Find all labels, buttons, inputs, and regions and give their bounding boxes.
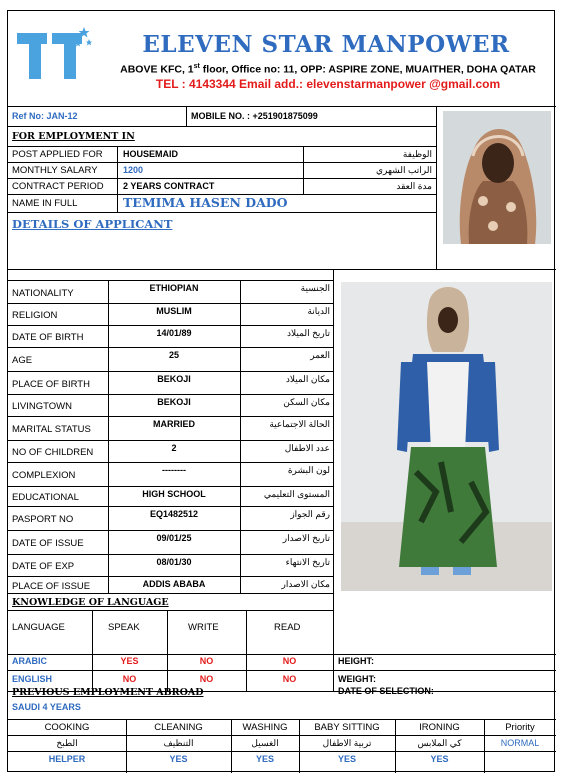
detail-value: BEKOJI bbox=[157, 397, 191, 407]
detail-label: NO OF CHILDREN bbox=[12, 447, 94, 458]
detail-label: PLACE OF BIRTH bbox=[12, 378, 90, 390]
arabic-write: NO bbox=[199, 656, 214, 666]
full-name-value: TEMIMA HASEN DADO bbox=[123, 195, 288, 210]
skill-arabic: كي الملابس bbox=[417, 738, 462, 748]
divider bbox=[8, 347, 333, 348]
mobile-no: MOBILE NO. : +251901875099 bbox=[191, 111, 318, 121]
divider bbox=[8, 303, 333, 304]
detail-value: EQ1482512 bbox=[149, 509, 199, 519]
divider bbox=[8, 506, 333, 507]
write-header: WRITE bbox=[188, 622, 219, 633]
english-read: NO bbox=[282, 674, 297, 684]
detail-value: ADDIS ABABA bbox=[142, 579, 206, 589]
date-of-selection-label: DATE OF SELECTION: bbox=[338, 686, 434, 696]
detail-label: PASPORT NO bbox=[12, 514, 74, 525]
divider bbox=[8, 530, 333, 531]
monthly-salary-arabic: الراتب الشهري bbox=[376, 165, 432, 175]
detail-arabic: لون البشرة bbox=[287, 465, 330, 475]
detail-arabic: عدد الاطفال bbox=[284, 443, 330, 453]
divider bbox=[8, 269, 556, 270]
application-sheet bbox=[7, 10, 555, 772]
divider bbox=[8, 735, 556, 736]
detail-value: -------- bbox=[162, 465, 186, 475]
divider bbox=[8, 416, 333, 417]
post-applied-value: HOUSEMAID bbox=[123, 149, 179, 159]
detail-arabic: تاريخ الاصدار bbox=[282, 533, 330, 543]
divider bbox=[8, 654, 556, 655]
language-header: LANGUAGE bbox=[12, 622, 65, 633]
detail-arabic: الديانة bbox=[307, 306, 330, 316]
post-applied-label: POST APPLIED FOR bbox=[12, 149, 103, 160]
address-superscript: st bbox=[193, 63, 200, 70]
company-address bbox=[108, 63, 548, 75]
divider bbox=[186, 106, 187, 126]
detail-value: BEKOJI bbox=[157, 374, 191, 384]
skill-header: COOKING bbox=[44, 722, 90, 733]
divider bbox=[8, 554, 333, 555]
skill-value: YES bbox=[255, 754, 274, 764]
detail-label: EDUCATIONAL bbox=[12, 492, 79, 503]
divider bbox=[8, 106, 556, 107]
detail-label: DATE OF EXP bbox=[12, 561, 75, 572]
detail-label: NATIONALITY bbox=[12, 287, 74, 299]
divider bbox=[8, 576, 333, 577]
employment-section-title: FOR EMPLOYMENT IN bbox=[12, 131, 135, 142]
detail-label: AGE bbox=[12, 355, 33, 366]
ref-no: Ref No: JAN-12 bbox=[12, 111, 78, 121]
company-contact: TEL : 4143344 Email add.: elevenstarmanpower @gmail.com bbox=[155, 77, 501, 91]
arabic-read: NO bbox=[282, 656, 297, 666]
skill-value: YES bbox=[430, 754, 449, 764]
detail-arabic: مكان السكن bbox=[283, 397, 330, 407]
detail-value: HIGH SCHOOL bbox=[142, 489, 206, 499]
skill-arabic: التنظيف bbox=[163, 738, 194, 748]
contract-period-arabic: مدة العقد bbox=[396, 181, 432, 191]
detail-value: 09/01/25 bbox=[156, 533, 192, 543]
skill-header: WASHING bbox=[242, 722, 288, 733]
divider bbox=[436, 106, 437, 269]
company-name: ELEVEN STAR MANPOWER bbox=[142, 31, 510, 58]
english-speak: NO bbox=[122, 674, 137, 684]
previous-employment-value: SAUDI 4 YEARS bbox=[12, 702, 81, 712]
address-part-2: floor, Office no: 11, OPP: ASPIRE ZONE, MUAITHER, DOHA QATAR bbox=[199, 63, 536, 76]
contract-period-value: 2 YEARS CONTRACT bbox=[123, 181, 215, 191]
detail-value: MUSLIM bbox=[156, 306, 192, 316]
detail-label: DATE OF BIRTH bbox=[12, 332, 84, 343]
headshot-photo bbox=[443, 111, 551, 244]
divider bbox=[8, 325, 333, 326]
speak-header: SPEAK bbox=[108, 622, 140, 633]
divider bbox=[8, 280, 333, 281]
detail-value: 25 bbox=[168, 350, 179, 360]
detail-value: 14/01/89 bbox=[156, 328, 192, 338]
detail-arabic: رقم الجواز bbox=[290, 509, 330, 519]
detail-label: DATE OF ISSUE bbox=[12, 538, 84, 549]
detail-arabic: الحالة الاجتماعية bbox=[269, 419, 330, 429]
skill-arabic: تربية الاطفال bbox=[322, 738, 372, 748]
contract-period-label: CONTRACT PERIOD bbox=[12, 181, 104, 192]
divider bbox=[8, 394, 333, 395]
monthly-salary-label: MONTHLY SALARY bbox=[12, 165, 98, 176]
skill-arabic: الغسيل bbox=[251, 738, 279, 748]
detail-label: RELIGION bbox=[12, 310, 58, 321]
divider bbox=[8, 719, 556, 720]
detail-label: PLACE OF ISSUE bbox=[12, 580, 91, 592]
skill-arabic: الطبخ bbox=[56, 738, 78, 748]
details-title: DETAILS OF APPLICANT bbox=[12, 217, 173, 231]
address-part-1: ABOVE KFC, 1 bbox=[120, 63, 194, 76]
detail-arabic: مكان الاصدار bbox=[281, 579, 330, 589]
divider bbox=[8, 486, 333, 487]
priority-value: NORMAL bbox=[500, 738, 540, 748]
divider bbox=[8, 371, 333, 372]
divider bbox=[8, 440, 333, 441]
detail-value: 2 bbox=[171, 443, 177, 453]
read-header: READ bbox=[274, 622, 301, 633]
skill-header: Priority bbox=[505, 722, 535, 733]
skill-value: YES bbox=[337, 754, 356, 764]
detail-arabic: العمر bbox=[310, 350, 330, 360]
company-logo bbox=[14, 25, 92, 83]
previous-employment-title: PREVIOUS EMPLOYMENT ABROAD bbox=[12, 687, 204, 698]
weight-label: WEIGHT: bbox=[338, 674, 376, 684]
monthly-salary-value: 1200 bbox=[123, 165, 144, 175]
skill-header: IRONING bbox=[419, 722, 460, 733]
divider bbox=[117, 146, 118, 212]
language-arabic: ARABIC bbox=[12, 656, 47, 666]
detail-arabic: المستوى التعليمي bbox=[263, 489, 330, 499]
divider bbox=[8, 462, 333, 463]
language-english: ENGLISH bbox=[12, 674, 53, 684]
divider bbox=[303, 146, 304, 194]
post-applied-arabic: الوظيفة bbox=[402, 149, 432, 159]
language-section-title: KNOWLEDGE OF LANGUAGE bbox=[12, 597, 169, 608]
divider bbox=[8, 178, 436, 179]
detail-value: 08/01/30 bbox=[156, 557, 192, 567]
detail-value: ETHIOPIAN bbox=[149, 283, 199, 293]
detail-label: LIVINGTOWN bbox=[12, 401, 72, 412]
skill-value: YES bbox=[169, 754, 188, 764]
divider bbox=[240, 280, 241, 593]
divider bbox=[8, 126, 436, 127]
detail-label: COMPLEXION bbox=[12, 470, 76, 481]
detail-arabic: تاريخ الانتهاء bbox=[285, 557, 330, 567]
skill-header: CLEANING bbox=[154, 722, 203, 733]
divider bbox=[8, 162, 436, 163]
divider bbox=[8, 593, 333, 594]
detail-arabic: مكان الميلاد bbox=[285, 374, 330, 384]
divider bbox=[8, 610, 333, 611]
detail-arabic: الجنسية bbox=[300, 283, 330, 293]
detail-arabic: تاريخ الميلاد bbox=[287, 328, 330, 338]
detail-label: MARITAL STATUS bbox=[12, 424, 91, 435]
divider bbox=[333, 269, 334, 691]
divider bbox=[8, 670, 556, 671]
full-name-label: NAME IN FULL bbox=[12, 198, 78, 209]
divider bbox=[8, 146, 436, 147]
full-body-photo bbox=[341, 282, 552, 591]
height-label: HEIGHT: bbox=[338, 656, 374, 666]
skill-header: BABY SITTING bbox=[314, 722, 380, 733]
divider bbox=[8, 212, 436, 213]
divider bbox=[108, 280, 109, 593]
divider bbox=[8, 751, 556, 752]
skill-value: HELPER bbox=[48, 754, 86, 764]
arabic-speak: YES bbox=[120, 656, 139, 666]
detail-value: MARRIED bbox=[153, 419, 195, 429]
english-write: NO bbox=[199, 674, 214, 684]
